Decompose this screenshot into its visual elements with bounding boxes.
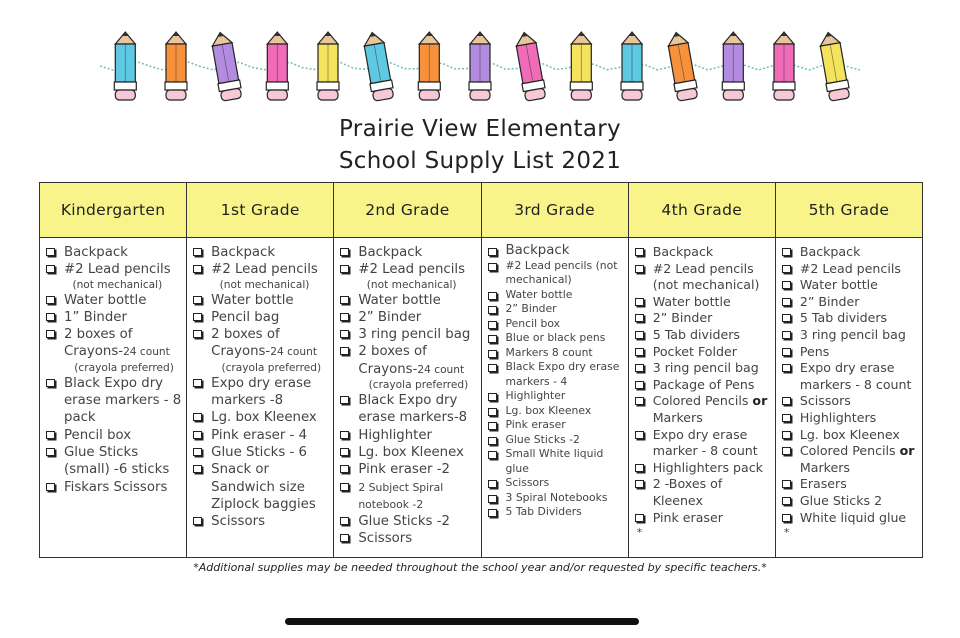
- pencil-icon: [513, 31, 546, 102]
- supply-item-label: Expo dry erase markers -8: [211, 375, 312, 409]
- pencil-icon: [570, 32, 592, 100]
- supply-item-label: #2 Lead pencils (not mechanical): [652, 260, 760, 293]
- supply-item: [193, 261, 331, 291]
- grade-header: 1st Grade: [187, 183, 333, 238]
- supply-item: [782, 344, 920, 361]
- supply-item: [782, 244, 920, 261]
- pencil-icon: [722, 32, 744, 100]
- supply-list: [334, 238, 480, 548]
- checkbox-icon[interactable]: [46, 330, 55, 338]
- supply-item: [340, 444, 478, 461]
- checkbox-icon[interactable]: [340, 448, 349, 456]
- supply-item-label: Black Expo dry erase markers - 8 pack: [64, 375, 182, 426]
- checkbox-icon[interactable]: [635, 364, 644, 372]
- supply-list: [776, 238, 922, 540]
- supply-item: [635, 327, 773, 344]
- pencil-icon: [114, 32, 136, 100]
- supply-item: [488, 259, 626, 288]
- home-indicator[interactable]: [285, 618, 639, 625]
- checkbox-icon[interactable]: [488, 509, 497, 517]
- checkbox-icon[interactable]: [782, 348, 791, 356]
- supply-item: [488, 317, 626, 332]
- footnote: *Additional supplies may be needed throughout the school year and/or requested by specific teachers.*: [193, 561, 767, 574]
- pencil-banner: [100, 30, 860, 105]
- supply-item: [193, 461, 331, 513]
- supply-item-label: Lg. box Kleenex: [358, 444, 464, 460]
- checkbox-icon[interactable]: [193, 465, 202, 473]
- supply-item: [193, 375, 331, 410]
- checkbox-icon[interactable]: [340, 347, 349, 355]
- checkbox-icon[interactable]: [488, 350, 497, 358]
- checkbox-icon[interactable]: [635, 464, 644, 472]
- supply-item: [340, 427, 478, 444]
- supply-item: [193, 444, 331, 461]
- checkbox-icon[interactable]: [193, 265, 202, 273]
- grade-header: 4th Grade: [629, 183, 775, 238]
- grade-header: Kindergarten: [40, 183, 186, 238]
- supply-item: [782, 277, 920, 294]
- supply-item: [782, 427, 920, 444]
- supply-item-label: Pink eraser -2: [358, 462, 450, 478]
- supply-table: [39, 182, 923, 558]
- supply-item-label: #2 Lead pencils (not mechanical): [505, 258, 618, 286]
- supply-item: [488, 491, 626, 506]
- supply-item-label: Markers 8 count: [505, 345, 593, 359]
- grade-column-5th: [776, 183, 922, 557]
- supply-item: [782, 510, 920, 527]
- supply-item: [488, 505, 626, 520]
- supply-item-label: Backpack: [652, 244, 714, 259]
- checkbox-icon[interactable]: [488, 335, 497, 343]
- supply-item-label: Lg. box Kleenex: [211, 410, 317, 426]
- checkbox-icon[interactable]: [46, 313, 55, 321]
- supply-item-label: Erasers: [799, 476, 847, 492]
- checkbox-icon[interactable]: [635, 381, 644, 389]
- supply-list: [187, 238, 333, 530]
- supply-item: [340, 392, 478, 427]
- supply-item: [635, 294, 773, 311]
- supply-item: [193, 292, 331, 309]
- checkbox-icon[interactable]: [635, 314, 644, 322]
- supply-item-label: Colored Pencils or Markers: [652, 393, 768, 425]
- checkbox-icon[interactable]: [635, 480, 644, 488]
- checkbox-icon[interactable]: [193, 248, 202, 256]
- checkbox-icon[interactable]: [782, 447, 791, 455]
- supply-item: [488, 433, 626, 448]
- supply-item-label: White liquid glue: [799, 509, 907, 525]
- asterisk-note: *: [636, 526, 643, 540]
- pencil-garland-illustration: [100, 30, 860, 105]
- supply-item-label: Water bottle: [358, 292, 441, 308]
- supply-list: [40, 238, 186, 496]
- checkbox-icon[interactable]: [340, 313, 349, 321]
- checkbox-icon[interactable]: [46, 379, 55, 387]
- checkbox-icon[interactable]: [340, 483, 349, 491]
- checkbox-icon[interactable]: [782, 497, 791, 505]
- checkbox-icon[interactable]: [488, 437, 497, 445]
- checkbox-icon[interactable]: [782, 364, 791, 372]
- checkbox-icon[interactable]: [782, 431, 791, 439]
- grade-header: 5th Grade: [776, 183, 922, 238]
- pencil-icon: [621, 32, 643, 100]
- supply-item: [193, 409, 331, 426]
- supply-item-label: 5 Tab dividers: [652, 326, 740, 342]
- checkbox-icon[interactable]: [46, 248, 55, 256]
- supply-item: [488, 288, 626, 303]
- supply-item: [488, 360, 626, 389]
- supply-item: [46, 292, 184, 309]
- supply-item: [635, 261, 773, 294]
- supply-item-label: Water bottle: [799, 277, 878, 293]
- supply-item-label: 3 ring pencil bag: [358, 327, 471, 343]
- checkbox-icon[interactable]: [340, 431, 349, 439]
- supply-item-label: Snack or Sandwich size Ziplock baggies: [211, 462, 316, 512]
- supply-item-label: 1” Binder: [64, 309, 127, 325]
- pencil-icon: [773, 32, 795, 100]
- list-title: School Supply List 2021: [338, 148, 622, 174]
- school-name: Prairie View Elementary: [339, 116, 621, 142]
- supply-item: [488, 389, 626, 404]
- supply-item-label: Expo dry erase markers - 8 count: [799, 360, 912, 392]
- supply-item: [782, 393, 920, 410]
- grade-column-4th: [629, 183, 776, 557]
- supply-item: [193, 326, 331, 375]
- supply-item: [635, 244, 773, 261]
- grade-header: 3rd Grade: [482, 183, 628, 238]
- supply-item-label: Glue Sticks -2: [505, 432, 580, 446]
- checkbox-icon[interactable]: [193, 431, 202, 439]
- supply-item: [635, 427, 773, 460]
- supply-item-label: Expo dry erase marker - 8 count: [652, 426, 758, 459]
- supply-item: [46, 309, 184, 326]
- checkbox-icon[interactable]: [488, 393, 497, 401]
- supply-item: [782, 310, 920, 327]
- supply-item: [635, 360, 773, 377]
- pencil-icon: [469, 32, 491, 100]
- supply-item-label: 3 ring pencil bag: [799, 326, 906, 342]
- pencil-icon: [418, 32, 440, 100]
- supply-item-label: Black Expo dry erase markers - 4: [505, 360, 620, 388]
- checkbox-icon[interactable]: [46, 296, 55, 304]
- supply-item: [488, 476, 626, 491]
- supply-item: [340, 326, 478, 343]
- supply-item: [340, 309, 478, 326]
- checkbox-icon[interactable]: [46, 265, 55, 273]
- supply-item-label: Backpack: [505, 243, 570, 258]
- supply-item-label: 2” Binder: [358, 309, 422, 325]
- supply-item-label: Scissors: [211, 514, 266, 530]
- supply-item-label: Glue Sticks 2: [799, 492, 883, 508]
- checkbox-icon[interactable]: [635, 431, 644, 439]
- supply-item-label: Blue or black pens: [505, 331, 606, 344]
- supply-item-label: Backpack: [211, 245, 276, 260]
- supply-item: [340, 244, 478, 261]
- checkbox-icon[interactable]: [193, 448, 202, 456]
- grade-column-2nd: [334, 183, 481, 557]
- supply-item: [46, 261, 184, 291]
- supply-item-label: Scissors: [799, 393, 851, 409]
- supply-item-label: 3 ring pencil bag: [652, 360, 759, 376]
- supply-item-label: Water bottle: [652, 293, 731, 309]
- supply-item: [488, 447, 626, 476]
- supply-item: [782, 261, 920, 278]
- checkbox-icon[interactable]: [635, 514, 644, 522]
- supply-item: [635, 510, 773, 527]
- supply-list: [629, 238, 775, 540]
- supply-item-label: Water bottle: [211, 292, 294, 308]
- supply-item-label: Small White liquid glue: [505, 447, 604, 475]
- checkbox-icon[interactable]: [488, 495, 497, 503]
- checkbox-icon[interactable]: [340, 396, 349, 404]
- pencil-icon: [209, 31, 242, 102]
- checkbox-icon[interactable]: [488, 480, 497, 488]
- supply-item: [488, 244, 626, 259]
- supply-item-label: Pocket Folder: [652, 343, 737, 359]
- grade-column-3rd: [482, 183, 629, 557]
- supply-item-label: 2 boxes of Crayons-24 count (crayola preferred): [358, 344, 469, 392]
- supply-item: [635, 460, 773, 477]
- grade-column-1st: [187, 183, 334, 557]
- supply-item: [782, 476, 920, 493]
- supply-item: [46, 375, 184, 427]
- supply-item: [782, 327, 920, 344]
- supply-item-label: Scissors: [358, 531, 413, 547]
- supply-item-label: Pink eraser: [505, 418, 566, 431]
- checkbox-icon[interactable]: [782, 314, 791, 322]
- checkbox-icon[interactable]: [340, 265, 349, 273]
- supply-item: [340, 461, 478, 478]
- supply-item-label: Glue Sticks (small) -6 sticks: [64, 444, 170, 478]
- checkbox-icon[interactable]: [782, 414, 791, 422]
- checkbox-icon[interactable]: [635, 348, 644, 356]
- checkbox-icon[interactable]: [488, 451, 497, 459]
- grade-header: 2nd Grade: [334, 183, 480, 238]
- supply-item-label: Scissors: [505, 476, 550, 489]
- supply-item-label: Black Expo dry erase markers-8: [358, 393, 468, 426]
- checkbox-icon[interactable]: [488, 292, 497, 300]
- supply-item-label: Lg. box Kleenex: [505, 403, 592, 417]
- checkbox-icon[interactable]: [782, 397, 791, 405]
- supply-item-label: Backpack: [64, 245, 128, 260]
- checkbox-icon[interactable]: [193, 296, 202, 304]
- checkbox-icon[interactable]: [46, 483, 55, 491]
- checkbox-icon[interactable]: [193, 413, 202, 421]
- checkbox-icon[interactable]: [46, 448, 55, 456]
- supply-item-label: Highlighters: [799, 409, 877, 425]
- supply-item: [635, 377, 773, 394]
- supply-item-label: Backpack: [358, 245, 423, 260]
- checkbox-icon[interactable]: [488, 422, 497, 430]
- checkbox-icon[interactable]: [193, 517, 202, 525]
- supply-item: [340, 343, 478, 392]
- supply-item-label: 2 Subject Spiral notebook -2: [358, 480, 444, 511]
- asterisk-note: *: [783, 526, 790, 540]
- checkbox-icon[interactable]: [193, 330, 202, 338]
- checkbox-icon[interactable]: [635, 265, 644, 273]
- supply-item-label: #2 Lead pencils (not mechanical): [64, 262, 171, 291]
- supply-item-label: #2 Lead pencils: [799, 260, 901, 276]
- checkbox-icon[interactable]: [340, 534, 349, 542]
- checkbox-icon[interactable]: [488, 408, 497, 416]
- checkbox-icon[interactable]: [193, 313, 202, 321]
- supply-item-label: Backpack: [799, 244, 861, 259]
- supply-item: [340, 292, 478, 309]
- grade-column-kindergarten: [40, 183, 187, 557]
- supply-item: [488, 346, 626, 361]
- checkbox-icon[interactable]: [46, 431, 55, 439]
- supply-item: [488, 404, 626, 419]
- pencil-icon: [317, 32, 339, 100]
- checkbox-icon[interactable]: [340, 465, 349, 473]
- checkbox-icon[interactable]: [488, 306, 497, 314]
- checkbox-icon[interactable]: [488, 248, 497, 256]
- supply-item-label: Fiskars Scissors: [64, 479, 168, 495]
- supply-item-label: Colored Pencils or Markers: [799, 443, 915, 475]
- supply-item-label: 2” Binder: [505, 302, 557, 315]
- supply-item: [782, 410, 920, 427]
- supply-item: [782, 294, 920, 311]
- supply-item: [46, 244, 184, 261]
- supply-item-label: Pink eraser - 4: [211, 427, 308, 443]
- supply-item-label: Water bottle: [505, 287, 573, 301]
- supply-item-label: 3 Spiral Notebooks: [505, 490, 608, 504]
- supply-item-label: Pink eraser: [652, 509, 723, 525]
- supply-item: [46, 326, 184, 375]
- supply-item: [193, 244, 331, 261]
- checkbox-icon[interactable]: [782, 298, 791, 306]
- supply-item: [635, 310, 773, 327]
- supply-item-label: Pencil box: [64, 427, 132, 443]
- supply-item: [782, 360, 920, 393]
- supply-item-label: Pencil bag: [211, 309, 280, 325]
- supply-item-label: 5 Tab dividers: [799, 310, 888, 326]
- checkbox-icon[interactable]: [635, 397, 644, 405]
- checkbox-icon[interactable]: [782, 514, 791, 522]
- supply-item: [340, 513, 478, 530]
- supply-item: [488, 331, 626, 346]
- checkbox-icon[interactable]: [340, 517, 349, 525]
- checkbox-icon[interactable]: [782, 480, 791, 488]
- checkbox-icon[interactable]: [488, 364, 497, 372]
- checkbox-icon[interactable]: [635, 298, 644, 306]
- supply-item-label: Highlighter: [358, 427, 433, 443]
- checkbox-icon[interactable]: [488, 263, 497, 271]
- supply-item-label: 2” Binder: [652, 310, 713, 326]
- supply-item: [635, 393, 773, 426]
- checkbox-icon[interactable]: [782, 281, 791, 289]
- supply-item: [782, 443, 920, 476]
- checkbox-icon[interactable]: [782, 248, 791, 256]
- supply-item: [340, 261, 478, 291]
- checkbox-icon[interactable]: [488, 321, 497, 329]
- supply-item-label: Pencil box: [505, 316, 561, 330]
- supply-item: [46, 479, 184, 496]
- supply-item: [488, 302, 626, 317]
- supply-item: [193, 309, 331, 326]
- supply-item-label: Glue Sticks -2: [358, 514, 450, 530]
- checkbox-icon[interactable]: [340, 330, 349, 338]
- checkbox-icon[interactable]: [782, 265, 791, 273]
- supply-item: [193, 513, 331, 530]
- checkbox-icon[interactable]: [193, 379, 202, 387]
- pencil-icon: [266, 32, 288, 100]
- supply-item-label: Highlighter: [505, 389, 566, 402]
- supply-item-label: Glue Sticks - 6: [211, 444, 308, 460]
- supply-item-label: #2 Lead pencils (not mechanical): [211, 262, 318, 291]
- checkbox-icon[interactable]: [635, 331, 644, 339]
- checkbox-icon[interactable]: [340, 248, 349, 256]
- supply-item: [46, 427, 184, 444]
- pencil-icon: [165, 32, 187, 100]
- supply-item-label: 2 boxes of Crayons-24 count (crayola preferred): [211, 327, 322, 374]
- supply-item: [782, 493, 920, 510]
- supply-item-label: 5 Tab Dividers: [505, 505, 582, 518]
- pencil-icon: [665, 31, 698, 102]
- checkbox-icon[interactable]: [635, 248, 644, 256]
- supply-item: [635, 476, 773, 509]
- supply-item: [340, 530, 478, 547]
- supply-item-label: 2 -Boxes of Kleenex: [652, 476, 723, 508]
- supply-item-label: Water bottle: [64, 292, 147, 308]
- supply-item: [46, 444, 184, 479]
- supply-item: [488, 418, 626, 433]
- checkbox-icon[interactable]: [340, 296, 349, 304]
- supply-item-label: Package of Pens: [652, 376, 755, 392]
- pencil-icon: [817, 31, 850, 102]
- supply-item: [635, 344, 773, 361]
- checkbox-icon[interactable]: [782, 331, 791, 339]
- supply-item-label: Lg. box Kleenex: [799, 426, 900, 442]
- supply-item-label: 2” Binder: [799, 293, 860, 309]
- supply-item-label: 2 boxes of Crayons-24 count (crayola preferred): [64, 327, 174, 374]
- supply-item: [193, 427, 331, 444]
- supply-list: [482, 238, 628, 520]
- supply-item-label: Highlighters pack: [652, 459, 763, 475]
- supply-item: [340, 479, 478, 514]
- pencil-icon: [361, 31, 394, 102]
- supply-item-label: Pens: [799, 343, 830, 359]
- supply-item-label: #2 Lead pencils (not mechanical): [358, 262, 466, 291]
